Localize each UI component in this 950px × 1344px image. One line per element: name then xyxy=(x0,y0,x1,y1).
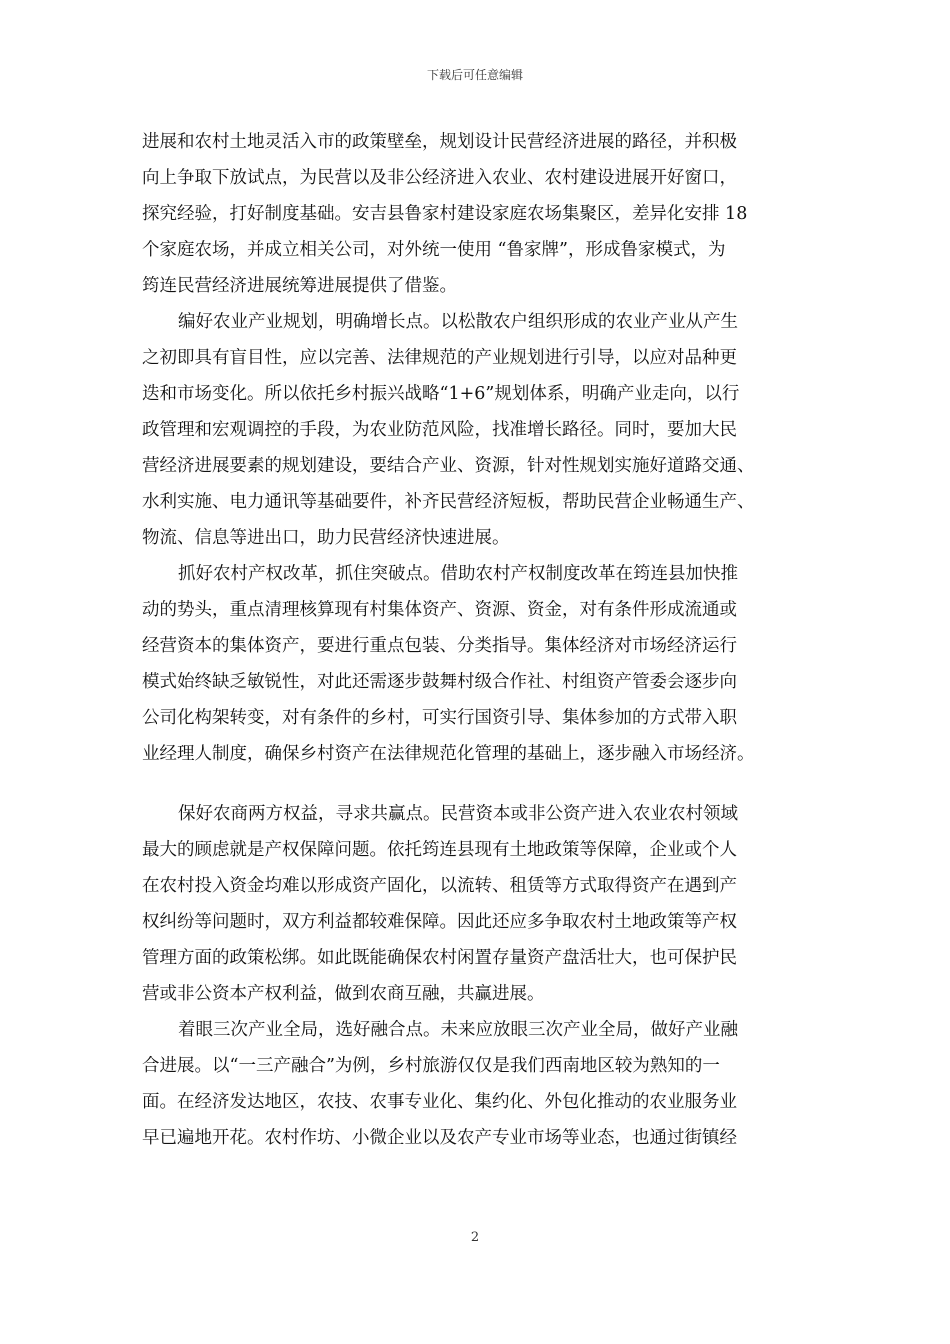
text-line: 进展和农村土地灵活入市的政策壁垒，规划设计民营经济进展的路径，并积极 xyxy=(142,132,737,152)
text-line: 面。在经济发达地区，农技、农事专业化、集约化、外包化推动的农业服务业 xyxy=(142,1092,737,1112)
text-line: 业经理人制度，确保乡村资产在法律规范化管理的基础上，逐步融入市场经济。 xyxy=(142,744,755,764)
text-line: 编好农业产业规划，明确增长点。以松散农户组织形成的农业产业从产生 xyxy=(178,312,738,332)
text-line: 向上争取下放试点，为民营以及非公经济进入农业、农村建设进展开好窗口， xyxy=(142,168,737,188)
text-line: 权纠纷等问题时，双方利益都较难保障。因此还应多争取农村土地政策等产权 xyxy=(142,912,737,932)
text-line: 早已遍地开花。农村作坊、小微企业以及农产专业市场等业态，也通过街镇经 xyxy=(142,1128,737,1148)
paragraph xyxy=(142,556,812,772)
paragraph xyxy=(142,304,812,556)
text-line: 在农村投入资金均难以形成资产固化，以流转、租赁等方式取得资产在遇到产 xyxy=(142,876,737,896)
text-line: 营经济进展要素的规划建设，要结合产业、资源，针对性规划实施好道路交通、 xyxy=(142,456,755,476)
text-line: 水利实施、电力通讯等基础要件，补齐民营经济短板，帮助民营企业畅通生产、 xyxy=(142,492,755,512)
text-line: 物流、信息等进出口，助力民营经济快速进展。 xyxy=(142,528,510,548)
document-body xyxy=(142,124,812,1156)
text-line: 最大的顾虑就是产权保障问题。依托筠连县现有土地政策等保障，企业或个人 xyxy=(142,840,737,860)
text-line: 着眼三次产业全局，选好融合点。未来应放眼三次产业全局，做好产业融 xyxy=(178,1020,738,1040)
text-line: 管理方面的政策松绑。如此既能确保农村闲置存量资产盘活壮大，也可保护民 xyxy=(142,948,737,968)
paragraph-gap xyxy=(142,772,812,796)
text-line: 经营资本的集体资产，要进行重点包装、分类指导。集体经济对市场经济运行 xyxy=(142,636,737,656)
text-line: 之初即具有盲目性，应以完善、法律规范的产业规划进行引导，以应对品种更 xyxy=(142,348,737,368)
text-line: 保好农商两方权益，寻求共赢点。民营资本或非公资产进入农业农村领域 xyxy=(178,804,738,824)
text-line: 模式始终缺乏敏锐性，对此还需逐步鼓舞村级合作社、村组资产管委会逐步向 xyxy=(142,672,737,692)
text-line: 筠连民营经济进展统筹进展提供了借鉴。 xyxy=(142,276,457,296)
paragraph xyxy=(142,124,812,304)
text-line: 合进展。以“一三产融合”为例，乡村旅游仅仅是我们西南地区较为熟知的一 xyxy=(142,1056,720,1076)
paragraph xyxy=(142,1012,812,1156)
text-line: 政管理和宏观调控的手段，为农业防范风险，找准增长路径。同时，要加大民 xyxy=(142,420,737,440)
page-header: 下载后可任意编辑 xyxy=(426,68,523,82)
text-line: 营或非公资本产权利益，做到农商互融，共赢进展。 xyxy=(142,984,545,1004)
text-line: 探究经验，打好制度基础。安吉县鲁家村建设家庭农场集聚区，差异化安排 18 xyxy=(142,204,748,224)
text-line: 抓好农村产权改革，抓住突破点。借助农村产权制度改革在筠连县加快推 xyxy=(178,564,738,584)
text-line: 动的势头，重点清理核算现有村集体资产、资源、资金，对有条件形成流通或 xyxy=(142,600,737,620)
page-number: 2 xyxy=(470,1230,480,1245)
text-line: 个家庭农场，并成立相关公司，对外统一使用 “鲁家牌”，形成鲁家模式，为 xyxy=(142,240,726,260)
paragraph xyxy=(142,796,812,1012)
text-line: 迭和市场变化。所以依托乡村振兴战略“1+6”规划体系，明确产业走向，以行 xyxy=(142,384,740,404)
text-line: 公司化构架转变，对有条件的乡村，可实行国资引导、集体参加的方式带入职 xyxy=(142,708,737,728)
